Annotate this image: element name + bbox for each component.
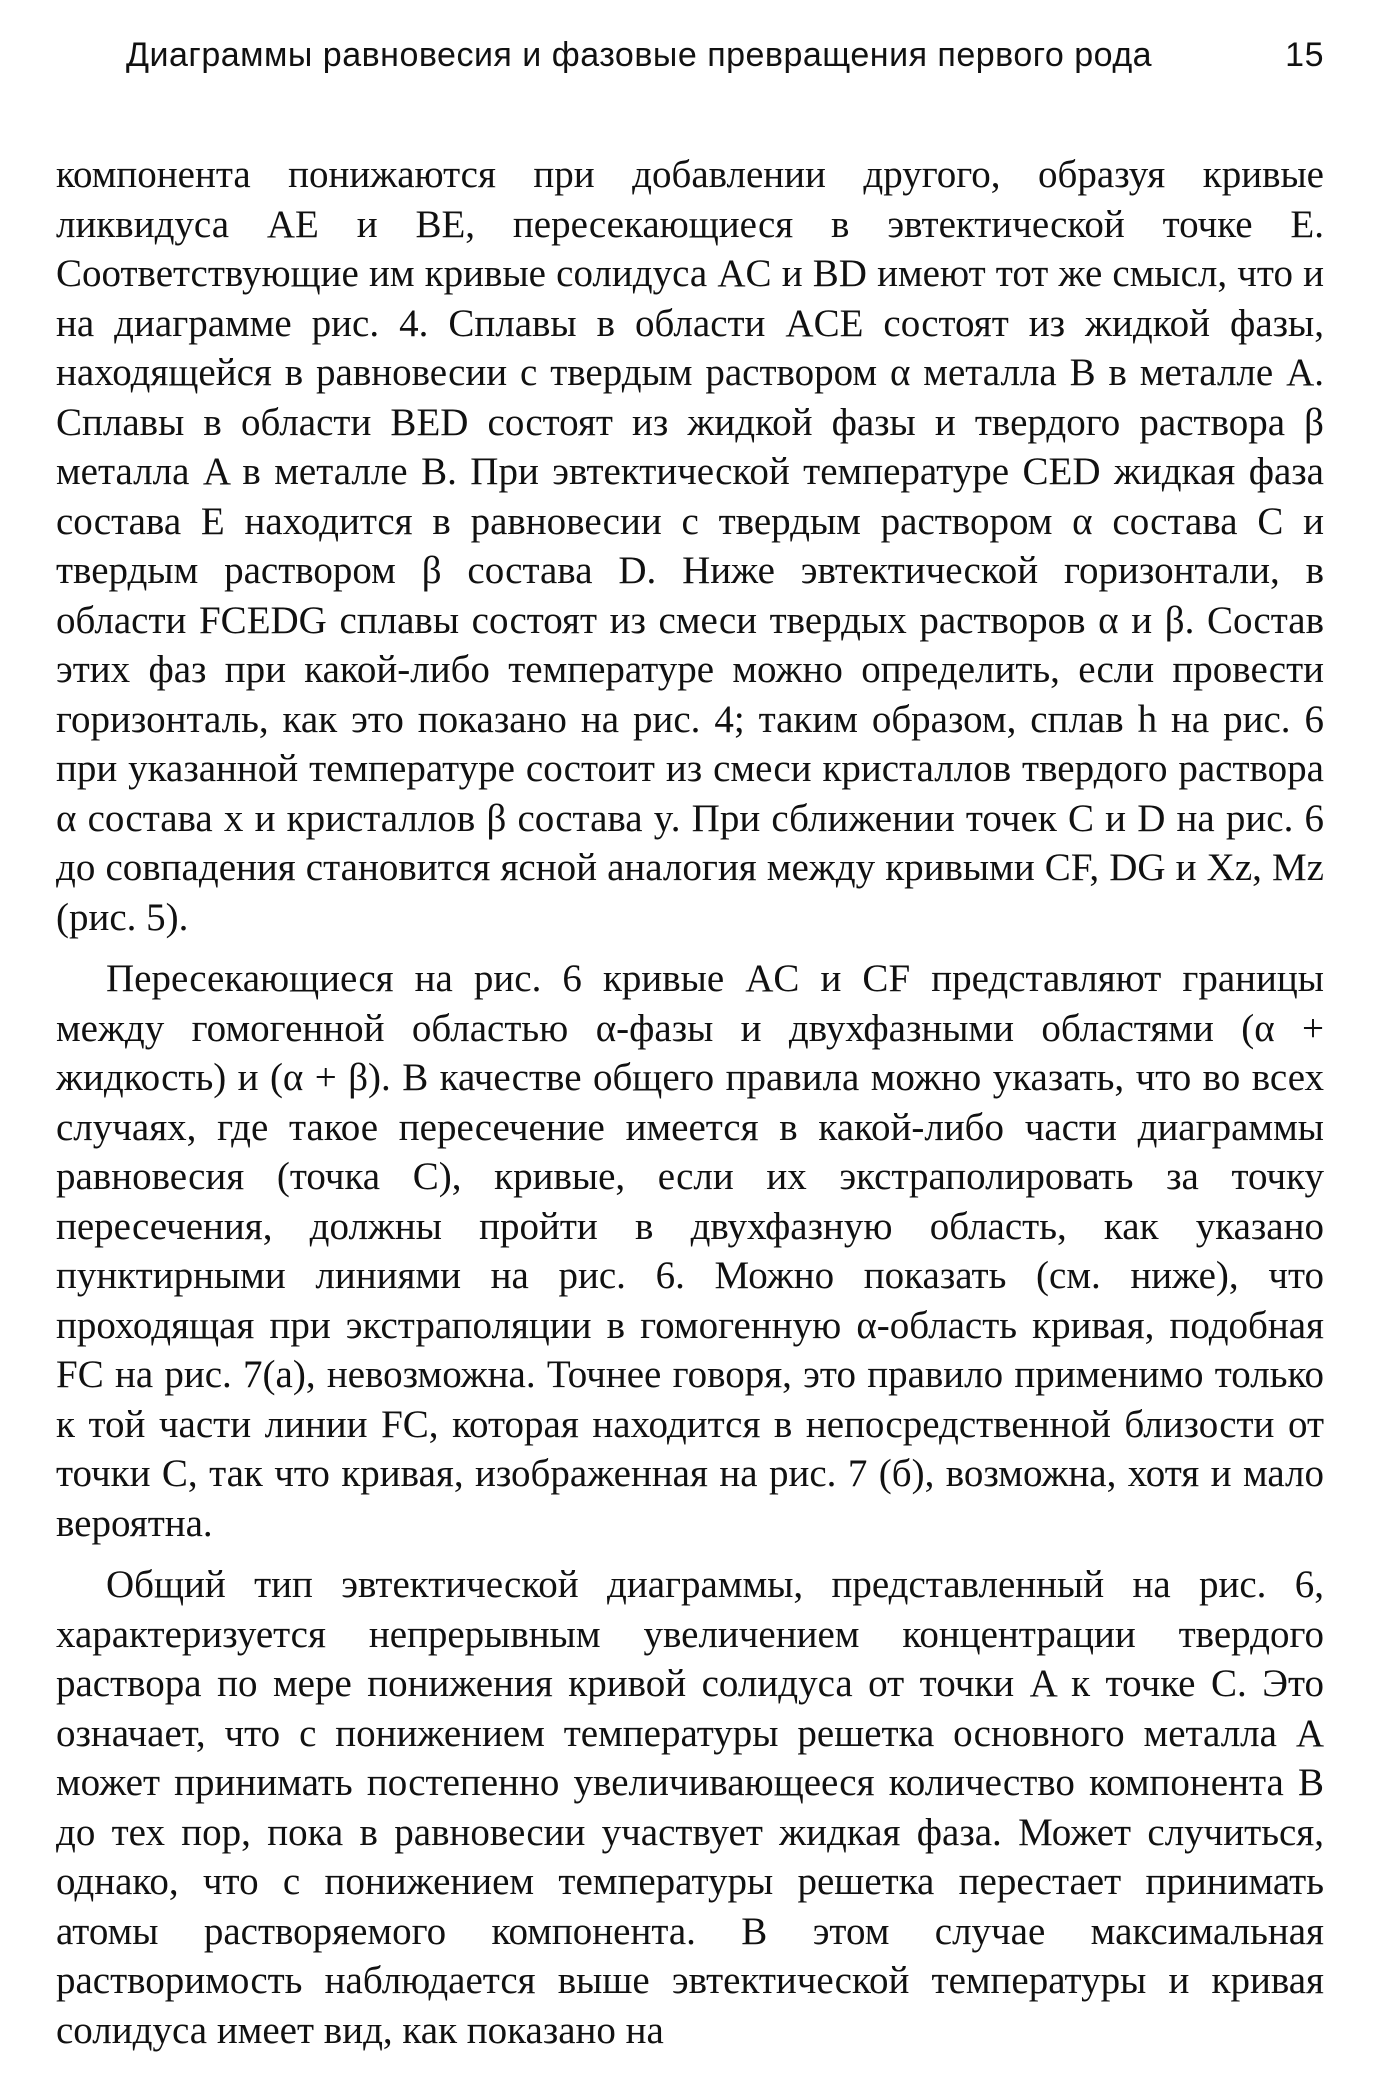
paragraph-eutectic-type: Общий тип эвтектической диаграммы, представленный на рис. 6, характеризуется непрерывным увеличением концентрации твердого раствора по мере понижения кривой солидуса от точки A к точке C. Это означает, что с понижением температуры решетка основного металла A может принимать постепенно увеличивающееся количество компонента B до тех пор, пока в равновесии участвует жидкая фаза. Может случиться, однако, что с понижением температуры решетка перестает принимать атомы растворяемого компонента. В этом случае максимальная растворимость наблюдается выше эвтектической температуры и кривая солидуса имеет вид, как показано на	[56, 1563, 1324, 2052]
running-head	[56, 30, 1324, 90]
book-page	[56, 30, 1324, 2070]
paragraph-continuation: компонента понижаются при добавлении другого, образуя кривые ликвидуса AE и BE, пересекающиеся в эвтектической точке E. Соответствующие им кривые солидуса AC и BD имеют тот же смысл, что и на диаграмме рис. 4. Сплавы в области ACE состоят из жидкой фазы, находящейся в равновесии с твердым раствором α металла B в металле A. Сплавы в области BED состоят из жидкой фазы и твердого раствора β металла A в металле B. При эвтектической температуре CED жидкая фаза состава E находится в равновесии с твердым раствором α состава C и твердым раствором β состава D. Ниже эвтектической горизонтали, в области FCEDG сплавы состоят из смеси твердых растворов α и β. Состав этих фаз при какой-либо температуре можно определить, если провести горизонталь, как это показано на рис. 4; таким образом, сплав h на рис. 6 при указанной температуре состоит из смеси кристаллов твердого раствора α состава x и кристаллов β состава y. При сближении точек C и D на рис. 6 до совпадения становится ясной аналогия между кривыми CF, DG и Xz, Mz (рис. 5).	[56, 153, 1324, 939]
paragraph-intersecting-curves: Пересекающиеся на рис. 6 кривые AC и CF представляют границы между гомогенной областью α-фазы и двухфазными областями (α + жидкость) и (α + β). В качестве общего правила можно указать, что во всех случаях, где такое пересечение имеется в какой-либо части диаграммы равновесия (точка C), кривые, если их экстраполировать за точку пересечения, должны пройти в двухфазную область, как указано пунктирными линиями на рис. 6. Можно показать (см. ниже), что проходящая при экстраполяции в гомогенную α-область кривая, подобная FC на рис. 7(а), невозможна. Точнее говоря, это правило применимо только к той части линии FC, которая находится в непосредственной близости от точки C, так что кривая, изображенная на рис. 7 (б), возможна, хотя и мало вероятна.	[56, 957, 1324, 1545]
running-title: Диаграммы равновесия и фазовые превращения первого рода	[126, 36, 1153, 74]
page-number: 15	[1285, 36, 1324, 74]
body-text	[56, 150, 1324, 2055]
